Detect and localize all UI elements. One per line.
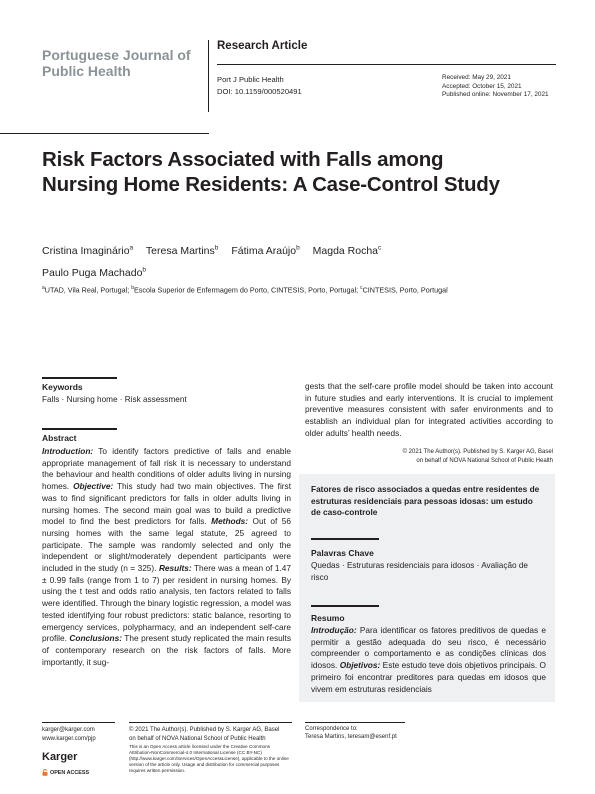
- published-date: Published online: November 17, 2021: [442, 91, 549, 98]
- abstract-heading: Abstract: [42, 433, 77, 443]
- author-list: [42, 238, 512, 283]
- keywords-text: Falls · Nursing home · Risk assessment: [42, 395, 187, 404]
- header-divider: [208, 40, 209, 112]
- open-access-label: OPEN ACCESS: [50, 769, 90, 776]
- publisher-website[interactable]: www.karger.com/pjp: [42, 736, 96, 742]
- author[interactable]: Magda Rocha$^c$: [312, 244, 382, 257]
- publisher-contact: [42, 726, 96, 744]
- abstract-rule: [42, 428, 117, 430]
- header-rule: [217, 64, 556, 65]
- palavras-chave-heading: Palavras Chave: [311, 548, 374, 558]
- accepted-date: Accepted: October 15, 2021: [442, 82, 522, 90]
- journal-name: Portuguese Journal of Public Health: [42, 47, 191, 79]
- dates-block: [442, 74, 549, 100]
- license-notice: This is an Open Access article licensed under the Creative Commons Attribution-NonCommercial-4.0 International License (CC BY-NC) (http://www.karger.com/Services/OpenAccessLicense), applicable to the online version of the article only. Usage and distribution for commercial purposes requires written permission.: [129, 744, 289, 773]
- keywords-rule: [42, 377, 117, 379]
- citation: Port J Public Health: [217, 75, 284, 84]
- abstract-copyright: © 2021 The Author(s). Published by S. Karger AG, Basel on behalf of NOVA National School of Public Health: [402, 449, 553, 464]
- abstract-continuation: gests that the self-care profile model should be taken into account in future studies and early interventions. It is crucial to implement preventive measures consistent with safer environments and to establish an individual plan for integrated activities according to older adults’ health needs.: [305, 381, 553, 438]
- abstract-text: Introduction: To identify factors predictive of falls and enable appropriate management of fall risk it is necessary to understand the behaviour and health conditions of older adults living in nursing homes. Objective: This study had two main objectives. The first was to find significant predictors for falls in older adults living in nursing homes. The second main goal was to build a predictive model to find the best predictors for falls. Methods: Out of 56 nursing homes with the same legal statute, 25 agreed to participate. The sample was randomly selected and only the independent or slight/moderately dependent participants were included in the study (n = 325). Results: There was a mean of 1.47 ± 0.99 falls (range from 1 to 7) per resident in nursing homes. By using the t test and odds ratio analysis, ten factors related to falls were identified. Through the binary logistic regression, a model was tested identifying four robust predictors: static balance, resorting to emergency services, polypharmacy, and an independent self-care profile. Conclusions: The present study replicated the main results of contemporary research on the risk factors of falls. More importantly, it sug-: [42, 446, 292, 667]
- affiliations: $^a$UTAD, Vila Real, Portugal; $^b$Escola Superior de Enfermagem do Porto, CINTESIS, Porto, Portugal; $^c$CINTESIS, Porto, Portugal: [42, 285, 448, 295]
- footer-rule: [305, 722, 405, 723]
- palavras-chave-text: Quedas · Estruturas residenciais para idosos · Avaliação de risco: [311, 561, 528, 582]
- article-title: Risk Factors Associated with Falls among Nursing Home Residents: A Case-Control Study: [42, 148, 500, 196]
- open-access-badge: [42, 769, 89, 776]
- footer-copyright: © 2021 The Author(s). Published by S. Karger AG, Basel on behalf of NOVA National School of Public Health: [129, 727, 280, 742]
- doi[interactable]: DOI: 10.1159/000520491: [217, 87, 302, 96]
- resumo-text: Introdução: Para identificar os fatores preditivos de quedas e permitir a gestão adequada do seu risco, é necessário compreender o comportamento e as condições clínicas dos idosos. Objetivos: Este estudo teve dois objetivos principais. O primeiro foi encontrar preditores para quedas em idosos que vivem em estruturas residenciais: [311, 625, 546, 694]
- open-lock-icon: [42, 769, 48, 776]
- author[interactable]: Teresa Martins$^b$: [145, 244, 219, 257]
- author[interactable]: Cristina Imaginário$^a$: [42, 244, 134, 257]
- correspondence-heading: Correspondence to:: [305, 726, 358, 732]
- resumo-rule: [311, 605, 379, 607]
- citation-block: [217, 74, 302, 98]
- portuguese-title: Fatores de risco associados a quedas entre residentes de estruturas residenciais para pessoas idosas: um estudo de caso-controle: [311, 484, 540, 517]
- karger-logo: Karger: [42, 751, 78, 763]
- author[interactable]: Fátima Araújo$^b$: [231, 244, 300, 257]
- keywords-heading: Keywords: [42, 382, 83, 392]
- publisher-email[interactable]: karger@karger.com: [42, 727, 95, 733]
- footer-rule: [42, 722, 115, 723]
- palavras-chave-rule: [311, 538, 379, 540]
- correspondence[interactable]: Teresa Martins, teresam@esenf.pt: [305, 734, 397, 740]
- resumo-heading: Resumo: [311, 613, 345, 623]
- received-date: Received: May 29, 2021: [442, 74, 511, 81]
- author[interactable]: Paulo Puga Machado$^b$: [42, 266, 147, 279]
- title-rule: [0, 133, 209, 134]
- article-type: Research Article: [217, 40, 308, 52]
- footer-rule: [129, 722, 292, 723]
